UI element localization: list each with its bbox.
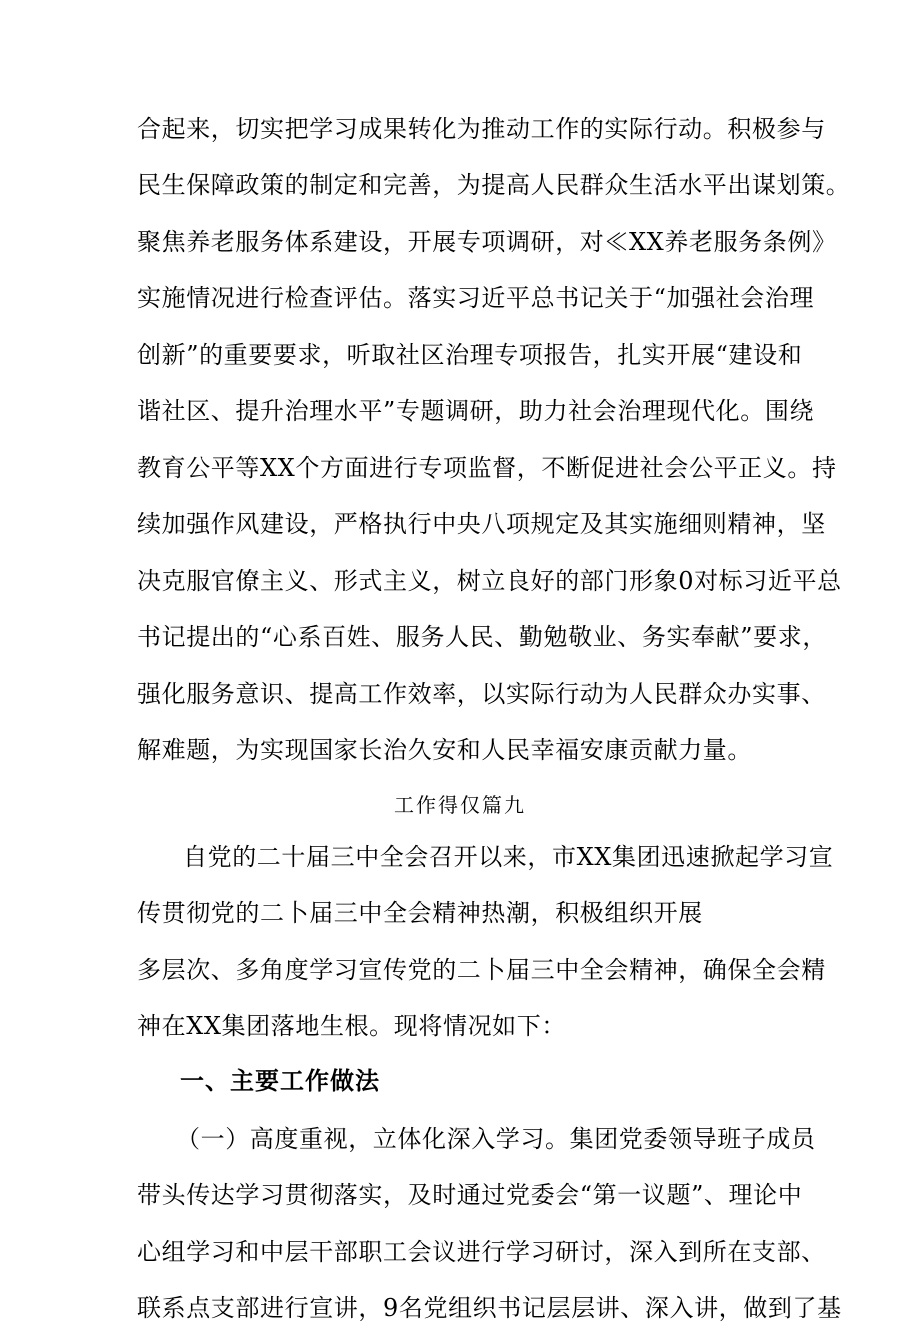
paragraph-line: 续加强作风建设，严格执行中央八项规定及其实施细则精神，坚: [137, 510, 826, 538]
paragraph-line: 强化服务意识、提高工作效率，以实际行动为人民群众办实事、: [137, 680, 826, 708]
paragraph-line: 合起来，切实把学习成果转化为推动工作的实际行动。积极参与: [137, 115, 826, 143]
paragraph-line: 决克服官僚主义、形式主义，树立良好的部门形象0对标习近平总: [137, 567, 842, 595]
section-heading: 一、主要工作做法: [180, 1066, 380, 1095]
paragraph-line: 谐社区、提升治理水平”专题调研，助力社会治理现代化。围绕: [137, 397, 815, 425]
paragraph-line: 教育公平等XX个方面进行专项监督，不断促进社会公平正义。持: [137, 454, 837, 482]
paragraph-line: 神在XX集团落地生根。现将情况如下：: [137, 1012, 566, 1040]
paragraph-line: 心组学习和中层干部职工会议进行学习研讨，深入到所在支部、: [137, 1238, 826, 1266]
paragraph-line: （一）高度重视，立体化深入学习。集团党委领导班子成员: [176, 1125, 816, 1153]
paragraph-line: 聚焦养老服务体系建设，开展专项调研，对≪XX养老服务条例》: [137, 228, 837, 256]
paragraph-line: 解难题，为实现国家长治久安和人民幸福安康贡献力量。: [137, 736, 752, 764]
paragraph-line: 传贯彻党的二卜届三中全会精神热潮，积极组织开展: [137, 899, 703, 927]
paragraph-line: 书记提出的“心系百姓、服务人民、勤勉敬业、务实奉献”要求，: [137, 623, 827, 651]
paragraph-line: 多层次、多角度学习宣传党的二卜届三中全会精神，确保全会精: [137, 956, 826, 984]
paragraph-line: 民生保障政策的制定和完善，为提高人民群众生活水平出谋划策。: [137, 171, 851, 199]
paragraph-line: 带头传达学习贯彻落实，及时通过党委会“第一议题”、理论中: [137, 1181, 803, 1209]
section-title: 工作得仅篇九: [394, 793, 526, 817]
paragraph-line: 自党的二十届三中全会召开以来，市XX集团迅速掀起学习宣: [183, 843, 834, 871]
paragraph-line: 实施情况进行检查评估。落实习近平总书记关于“加强社会治理: [137, 284, 815, 312]
paragraph-line: 创新”的重要要求，听取社区治理专项报告，扎实开展“建设和: [137, 341, 803, 369]
paragraph-line: 联系点支部进行宣讲，9名党组织书记层层讲、深入讲，做到了基: [137, 1294, 842, 1322]
